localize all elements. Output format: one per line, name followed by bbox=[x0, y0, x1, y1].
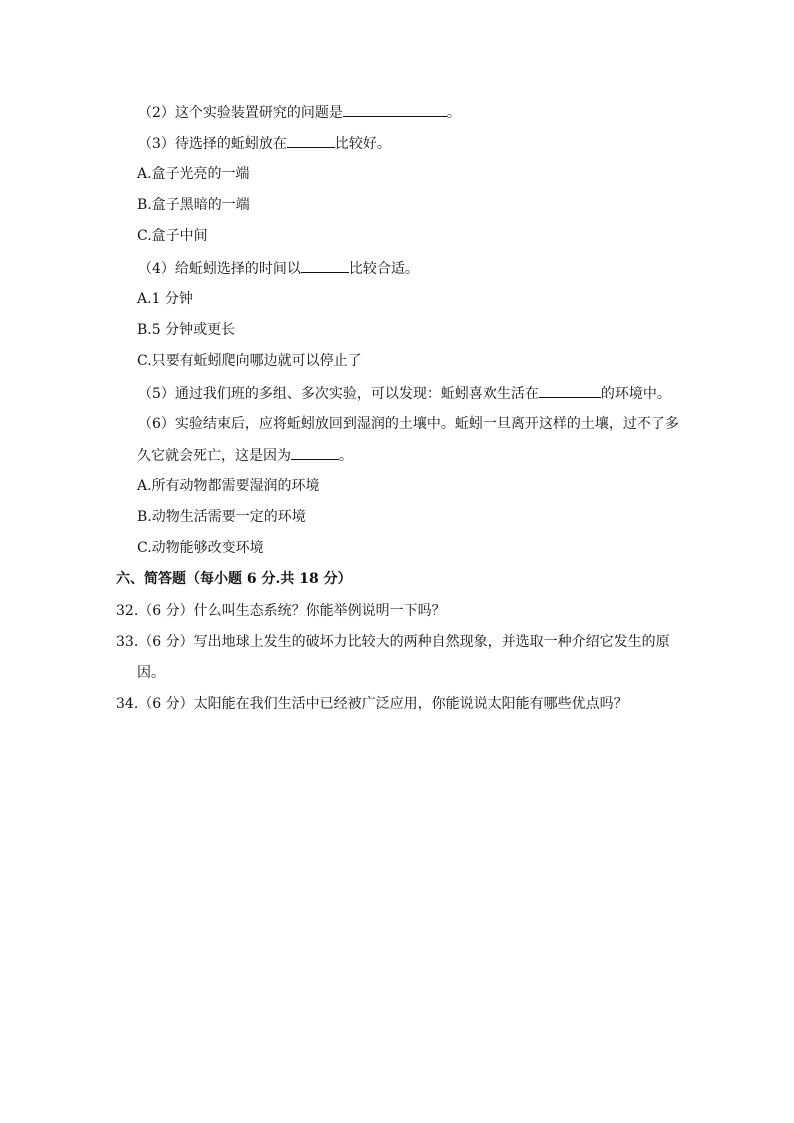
subquestion-4 bbox=[138, 258, 419, 279]
subquestion-6-line2 bbox=[137, 445, 353, 466]
subquestion-2-text: （2）这个实验装置研究的问题是 bbox=[138, 105, 343, 121]
subquestion-6-text: 久它就会死亡，这是因为 bbox=[137, 448, 291, 464]
answer-blank[interactable] bbox=[343, 102, 447, 117]
subquestion-5-text: （5）通过我们班的多组、多次实验，可以发现：蚯蚓喜欢生活在 bbox=[138, 386, 539, 402]
option-b[interactable]: B.动物生活需要一定的环境 bbox=[137, 509, 306, 525]
subquestion-4-text: （4）给蚯蚓选择的时间以 bbox=[138, 261, 301, 277]
question-33-line1: 33.（6 分）写出地球上发生的破坏力比较大的两种自然现象，并选取一种介绍它发生的原 bbox=[116, 634, 670, 650]
subquestion-2 bbox=[138, 102, 461, 123]
option-a[interactable]: A.所有动物都需要湿润的环境 bbox=[137, 478, 320, 494]
option-c[interactable]: C.盒子中间 bbox=[137, 228, 208, 244]
option-c[interactable]: C.动物能够改变环境 bbox=[137, 540, 264, 556]
option-c[interactable]: C.只要有蚯蚓爬向哪边就可以停止了 bbox=[137, 353, 362, 369]
option-b[interactable]: B.5 分钟或更长 bbox=[137, 322, 236, 338]
answer-blank[interactable] bbox=[291, 445, 339, 460]
subquestion-3-text: （3）待选择的蚯蚓放在 bbox=[138, 136, 287, 152]
section-heading: 六、简答题（每小题 6 分.共 18 分） bbox=[116, 571, 352, 587]
question-32: 32.（6 分）什么叫生态系统？你能举例说明一下吗？ bbox=[116, 603, 446, 619]
subquestion-3-suffix: 比较好。 bbox=[334, 136, 391, 152]
subquestion-5 bbox=[138, 383, 671, 404]
question-34: 34.（6 分）太阳能在我们生活中已经被广泛应用，你能说说太阳能有哪些优点吗？ bbox=[116, 696, 628, 712]
subquestion-6-line1: （6）实验结束后，应将蚯蚓放回到湿润的土壤中。蚯蚓一旦离开这样的土壤，过不了多 bbox=[138, 416, 679, 432]
option-a[interactable]: A.1 分钟 bbox=[137, 291, 193, 307]
question-33-line2: 因。 bbox=[137, 665, 165, 681]
answer-blank[interactable] bbox=[539, 383, 601, 398]
answer-blank[interactable] bbox=[301, 258, 349, 273]
subquestion-4-suffix: 比较合适。 bbox=[348, 261, 419, 277]
subquestion-6-suffix: 。 bbox=[339, 448, 353, 464]
subquestion-5-suffix: 的环境中。 bbox=[600, 386, 671, 402]
subquestion-3 bbox=[138, 133, 391, 154]
option-b[interactable]: B.盒子黑暗的一端 bbox=[137, 197, 250, 213]
option-a[interactable]: A.盒子光亮的一端 bbox=[137, 166, 250, 182]
answer-blank[interactable] bbox=[287, 133, 335, 148]
subquestion-2-suffix: 。 bbox=[446, 105, 461, 121]
